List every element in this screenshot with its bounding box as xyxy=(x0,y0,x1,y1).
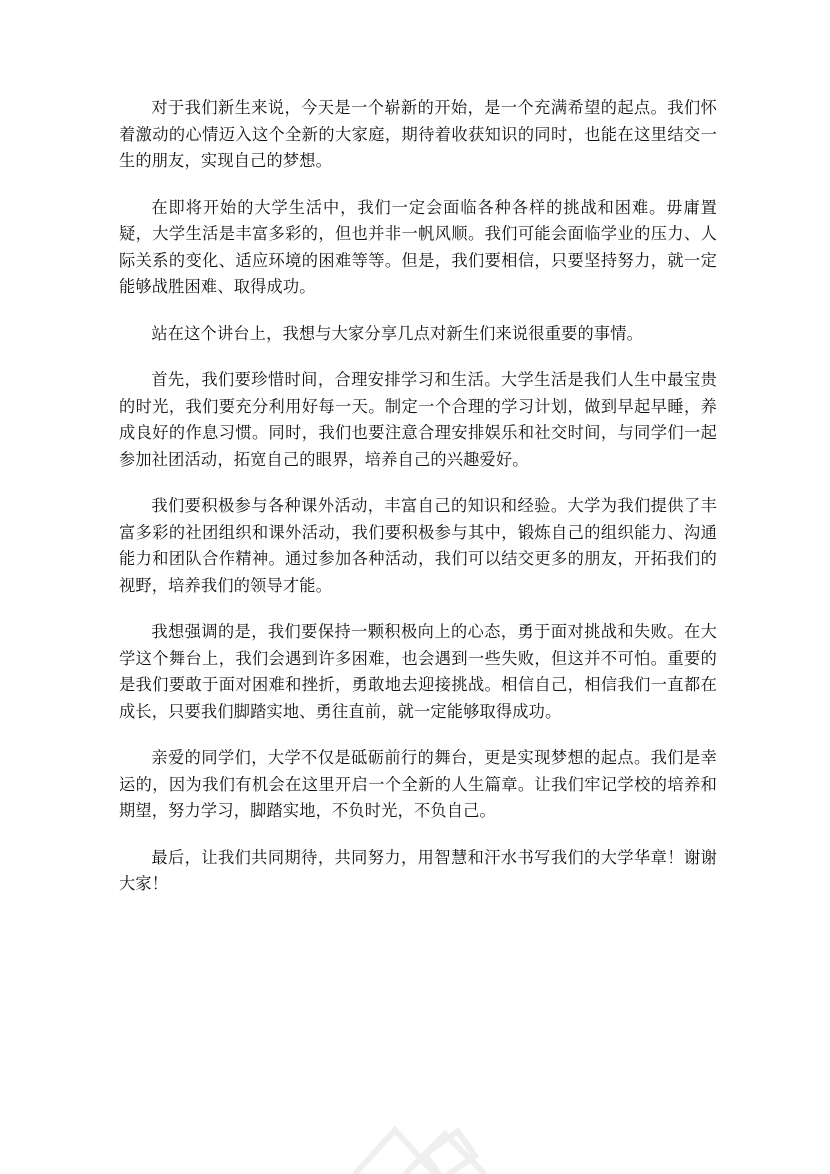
watermark-icon xyxy=(335,1120,515,1174)
paragraph: 在即将开始的大学生活中，我们一定会面临各种各样的挑战和困难。毋庸置疑，大学生活是丰富多彩的，但也并非一帆风顺。我们可能会面临学业的压力、人际关系的变化、适应环境的困难等等。但是，我们要相信，只要坚持努力，就一定能够战胜困难、取得成功。 xyxy=(119,197,717,296)
paragraph: 对于我们新生来说，今天是一个崭新的开始，是一个充满希望的起点。我们怀着激动的心情迈入这个全新的大家庭，期待着收获知识的同时，也能在这里结交一生的朋友，实现自己的梦想。 xyxy=(119,98,717,170)
paragraph: 我们要积极参与各种课外活动，丰富自己的知识和经验。大学为我们提供了丰富多彩的社团组织和课外活动，我们要积极参与其中，锻炼自己的组织能力、沟通能力和团队合作精神。通过参加各种活动，我们可以结交更多的朋友，开拓我们的视野，培养我们的领导才能。 xyxy=(119,496,717,595)
paragraph: 亲爱的同学们，大学不仅是砥砺前行的舞台，更是实现梦想的起点。我们是幸运的，因为我们有机会在这里开启一个全新的人生篇章。让我们牢记学校的培养和期望，努力学习，脚踏实地，不负时光，不负自己。 xyxy=(119,748,717,820)
paragraph: 首先，我们要珍惜时间，合理安排学习和生活。大学生活是我们人生中最宝贵的时光，我们要充分利用好每一天。制定一个合理的学习计划，做到早起早睡，养成良好的作息习惯。同时，我们也要注意合理安排娱乐和社交时间，与同学们一起参加社团活动，拓宽自己的眼界，培养自己的兴趣爱好。 xyxy=(119,370,717,469)
paragraph: 最后，让我们共同期待，共同努力，用智慧和汗水书写我们的大学华章！谢谢大家！ xyxy=(119,847,717,893)
paragraph: 站在这个讲台上，我想与大家分享几点对新生们来说很重要的事情。 xyxy=(151,323,644,343)
watermark-graphic xyxy=(335,1120,515,1174)
paragraph: 我想强调的是，我们要保持一颗积极向上的心态，勇于面对挑战和失败。在大学这个舞台上，我们会遇到许多困难，也会遇到一些失败，但这并不可怕。重要的是我们要敢于面对困难和挫折，勇敢地去迎接挑战。相信自己，相信我们一直都在成长，只要我们脚踏实地、勇往直前，就一定能够取得成功。 xyxy=(119,622,717,721)
speech-body xyxy=(119,95,717,918)
